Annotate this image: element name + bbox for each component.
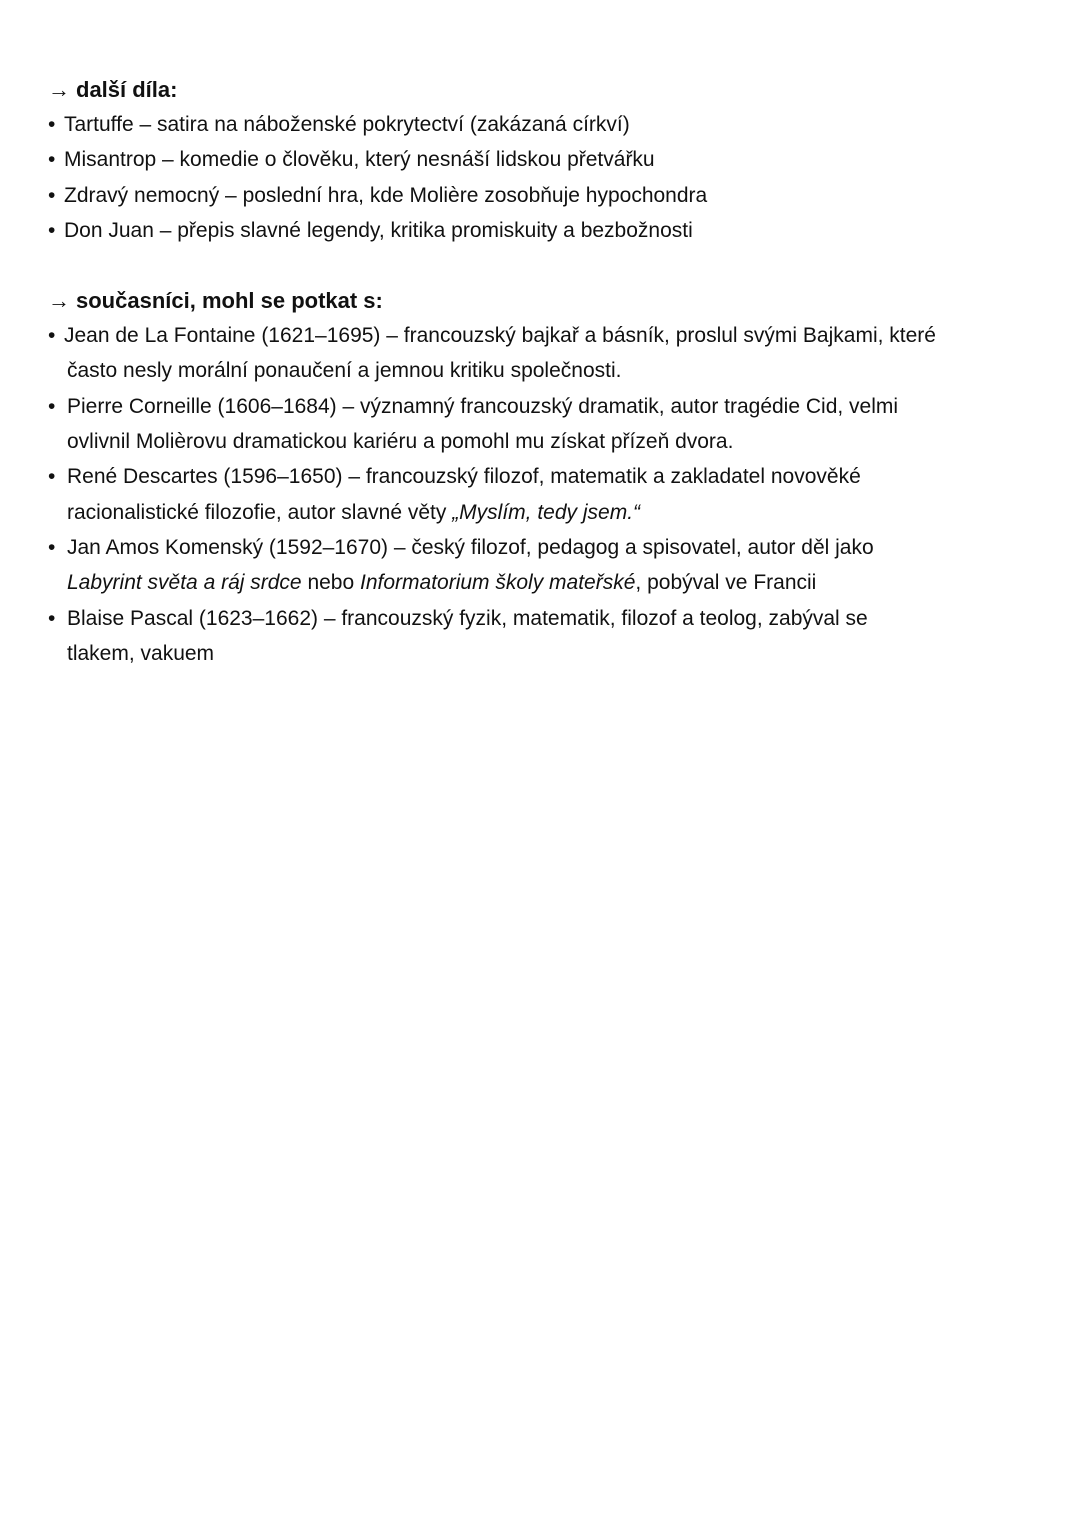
bullet-icon: • xyxy=(48,218,56,242)
document-page xyxy=(48,72,1048,671)
bullet-icon: • xyxy=(48,148,56,172)
text-segment: racionalistické filozofie, autor slavné věty xyxy=(67,500,453,524)
bullet-icon: • xyxy=(48,183,56,207)
list-item-text: často nesly morální ponaučení a jemnou kritiku společnosti. xyxy=(67,359,622,383)
list-item-text: René Descartes (1596–1650) – francouzský filozof, matematik a zakladatel novověké xyxy=(67,465,861,489)
list-item-text: Jean de La Fontaine (1621–1695) – francouzský bajkař a básník, proslul svými Bajkami, které xyxy=(64,324,936,348)
list-item xyxy=(48,601,1048,672)
quote-italic: „Myslím, tedy jsem.“ xyxy=(452,500,641,524)
text-segment: nebo xyxy=(301,571,360,595)
list-item xyxy=(48,213,1048,248)
list-item-text-line xyxy=(67,565,1048,600)
list-item-text: Pierre Corneille (1606–1684) – významný francouzský dramatik, autor tragédie Cid, velmi xyxy=(67,394,899,418)
list-item xyxy=(48,389,1048,460)
title-italic: Labyrint světa a ráj srdce xyxy=(67,571,302,595)
list-item-text-line xyxy=(67,495,1048,530)
bullet-icon: • xyxy=(48,606,56,630)
list-item xyxy=(48,318,1048,389)
bullet-icon: • xyxy=(48,324,56,348)
list-item-text: Jan Amos Komenský (1592–1670) – český filozof, pedagog a spisovatel, autor děl jako xyxy=(67,535,874,559)
bullet-icon: • xyxy=(48,535,56,559)
heading-text: další díla: xyxy=(76,77,178,102)
list-item-text: Blaise Pascal (1623–1662) – francouzský fyzik, matematik, filozof a teolog, zabýval se xyxy=(67,606,868,630)
arrow-right-icon: → xyxy=(48,288,70,314)
list-item xyxy=(48,142,1048,177)
list-item xyxy=(48,107,1048,142)
section-contemporaries xyxy=(48,283,1048,671)
title-italic: Informatorium školy mateřské xyxy=(360,571,636,595)
list-item-text: tlakem, vakuem xyxy=(67,641,215,665)
list-item-text: Zdravý nemocný – poslední hra, kde Molière zosobňuje hypochondra xyxy=(64,183,708,207)
list-item-text: Don Juan – přepis slavné legendy, kritika promiskuity a bezbožnosti xyxy=(64,218,693,242)
list-item-text: Tartuffe – satira na náboženské pokrytectví (zakázaná církví) xyxy=(64,113,630,136)
list-item-text: ovlivnil Molièrovu dramatickou kariéru a pomohl mu získat přízeň dvora. xyxy=(67,430,734,454)
list-item xyxy=(48,178,1048,213)
arrow-right-icon: → xyxy=(48,77,70,102)
list-item xyxy=(48,530,1048,601)
section-heading xyxy=(48,72,1048,107)
list-item-text: Misantrop – komedie o člověku, který nesnáší lidskou přetvářku xyxy=(64,148,655,172)
bullet-icon: • xyxy=(48,113,56,136)
bullet-icon: • xyxy=(48,394,56,418)
contemporaries-list xyxy=(48,318,1048,671)
section-other-works xyxy=(48,72,1048,248)
bullet-icon: • xyxy=(48,465,56,489)
works-list xyxy=(48,107,1048,248)
heading-text: současníci, mohl se potkat s: xyxy=(76,288,383,314)
section-heading xyxy=(48,283,1048,318)
list-item xyxy=(48,459,1048,530)
text-segment: , pobýval ve Francii xyxy=(635,571,817,595)
